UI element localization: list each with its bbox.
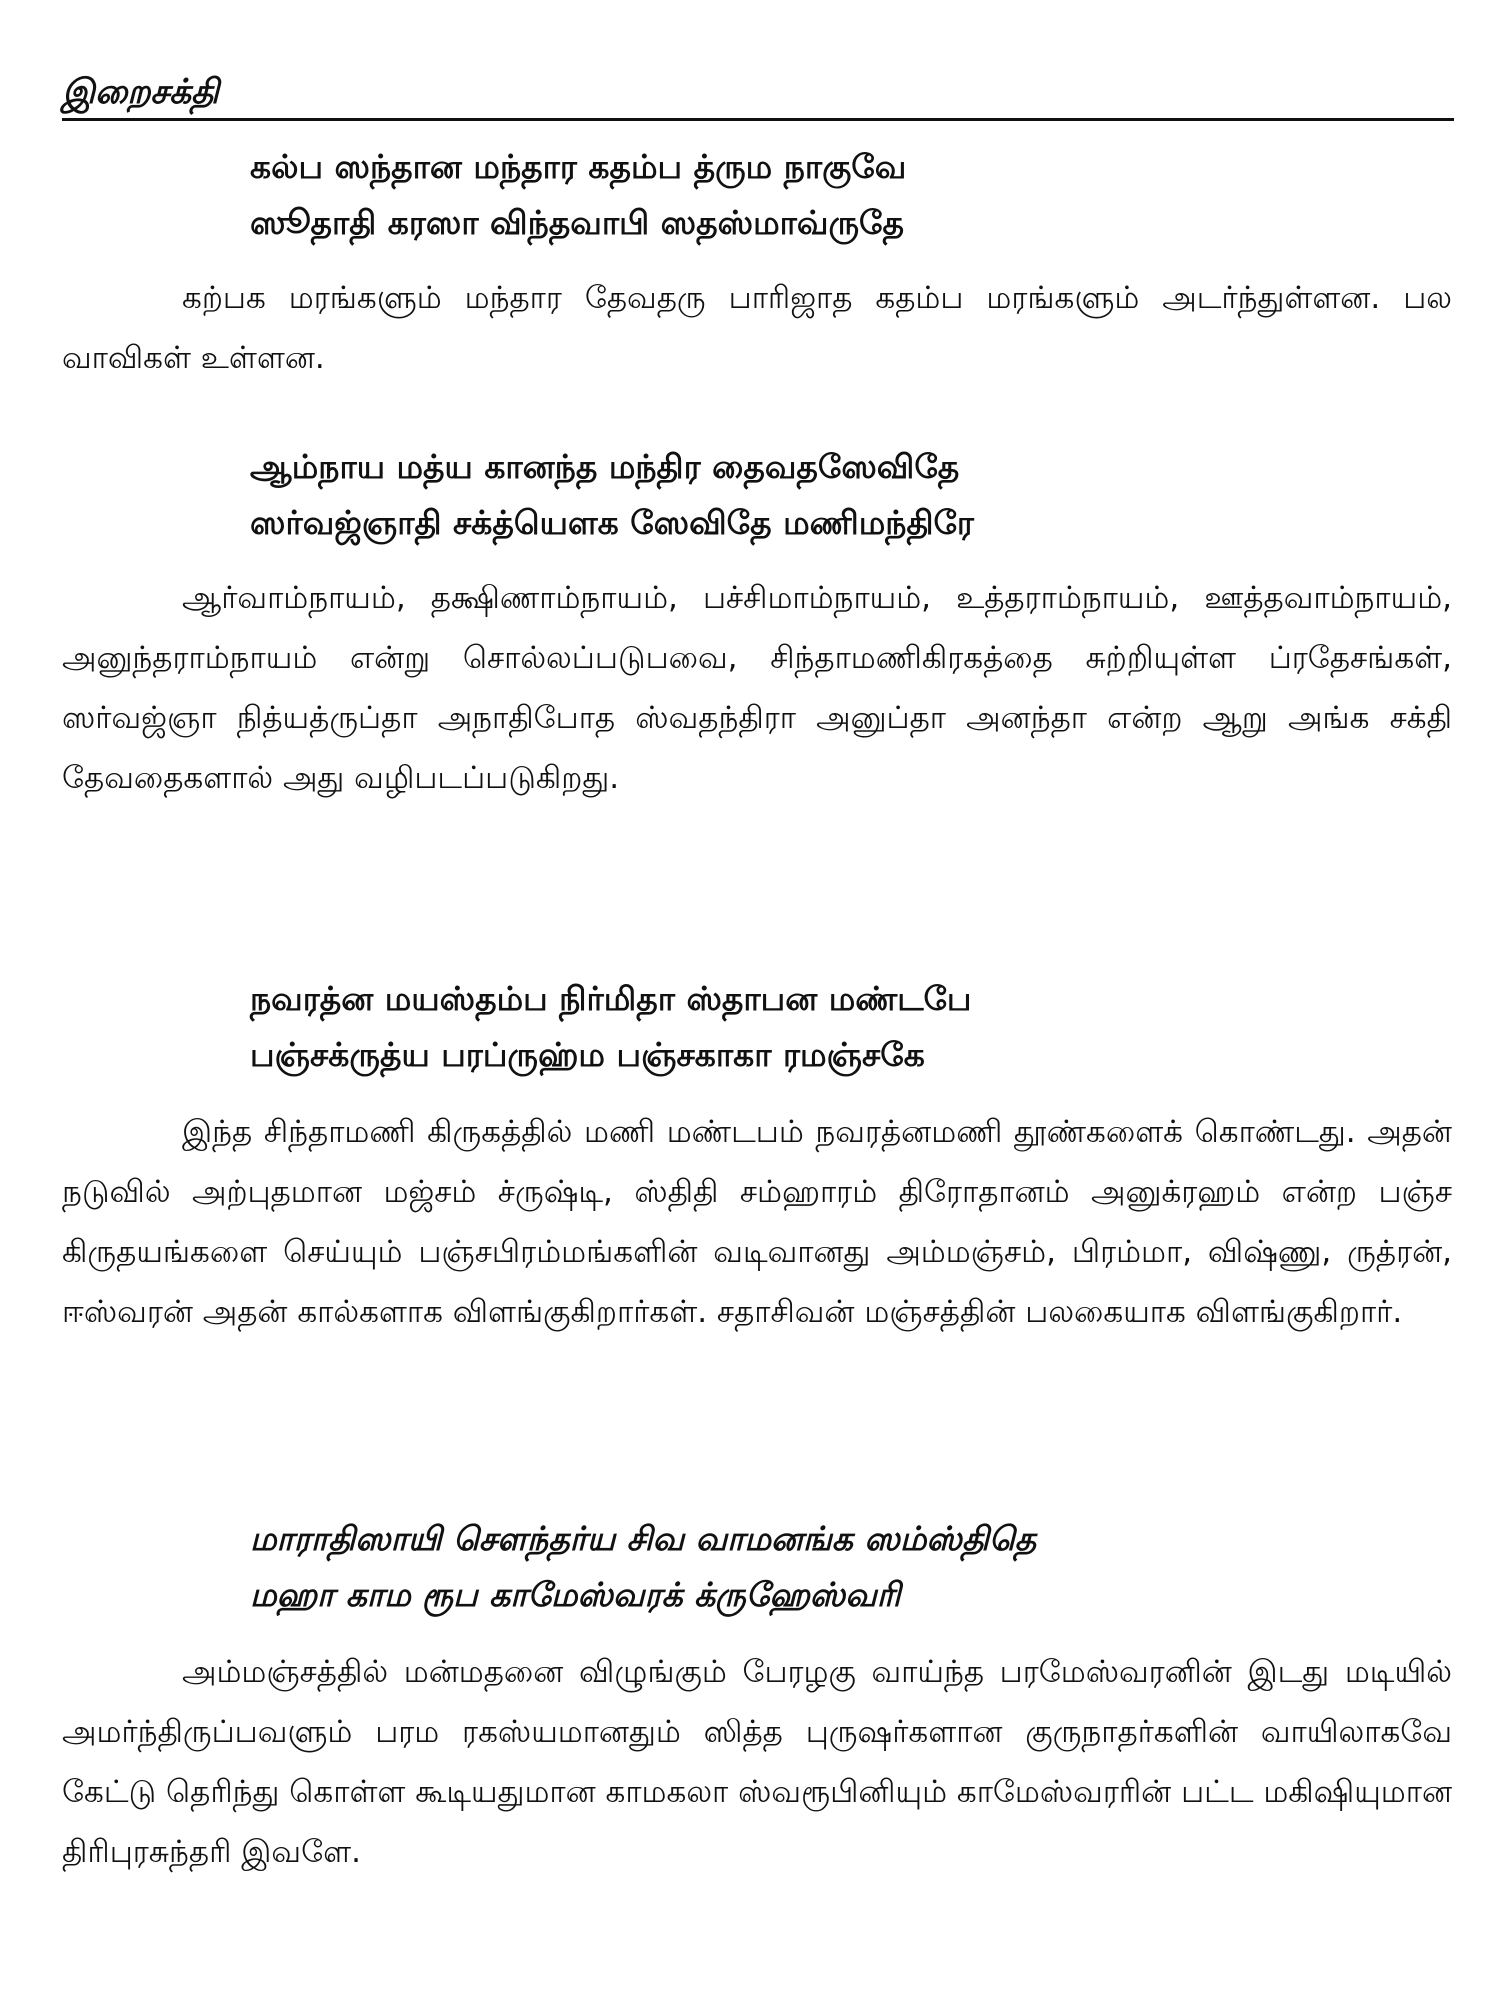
- prose-paragraph: கற்பக மரங்களும் மந்தார தேவதரு பாரிஜாத கதம்ப மரங்களும் அடர்ந்துள்ளன. பல வாவிகள் உள்ளன.: [62, 280, 1452, 376]
- verse-line: மஹா காம ரூப காமேஸ்வரக் க்ருஹேஸ்வரி: [250, 1574, 901, 1614]
- verse-block: [250, 980, 1350, 1092]
- running-header: [62, 70, 1454, 121]
- running-header-title: இறைசக்தி: [62, 72, 219, 112]
- prose-paragraph: ஆர்வாம்நாயம், தக்ஷிணாம்நாயம், பச்சிமாம்நாயம், உத்தராம்நாயம், ஊத்தவாம்நாயம், அனுந்தராம்நாயம் என்று சொல்லப்படுபவை, சிந்தாமணிகிரகத்தை சுற்றியுள்ள ப்ரதேசங்கள், ஸர்வஜ்ஞா நித்யத்ருப்தா அநாதிபோத ஸ்வதந்திரா அனுப்தா அனந்தா என்ற ஆறு அங்க சக்தி தேவதைகளால் அது வழிபடப்படுகிறது.: [62, 580, 1452, 796]
- prose-paragraph: இந்த சிந்தாமணி கிருகத்தில் மணி மண்டபம் நவரத்னமணி தூண்களைக் கொண்டது. அதன் நடுவில் அற்புதமான மஜ்சம் ச்ருஷ்டி, ஸ்திதி சம்ஹாரம் திரோதானம் அனுக்ரஹம் என்ற பஞ்ச கிருதயங்களை செய்யும் பஞ்சபிரம்மங்களின் வடிவானது அம்மஞ்சம், பிரம்மா, விஷ்ணு, ருத்ரன், ஈஸ்வரன் அதன் கால்களாக விளங்குகிறார்கள். சதாசிவன் மஞ்சத்தின் பலகையாக விளங்குகிறார்.: [62, 1114, 1452, 1330]
- verse-line: நவரத்ன மயஸ்தம்ப நிர்மிதா ஸ்தாபன மண்டபே: [250, 979, 972, 1018]
- verse-line: ஸர்வஜ்ஞாதி சக்த்யௌக ஸேவிதே மணிமந்திரே: [250, 502, 974, 542]
- verse-line: மாராதிஸாயி சௌந்தர்ய சிவ வாமனங்க ஸம்ஸ்திதெ: [250, 1519, 1037, 1558]
- verse-line: ஸூதாதி கரஸா விந்தவாபி ஸதஸ்மாவ்ருதே: [250, 202, 904, 242]
- verse-line: கல்ப ஸந்தான மந்தார கதம்ப த்ரும நாகுவே: [250, 147, 907, 186]
- verse-line: ஆம்நாய மத்ய கானந்த மந்திர தைவதஸேவிதே: [250, 447, 960, 486]
- verse-block: [250, 1520, 1350, 1632]
- prose-paragraph: அம்மஞ்சத்தில் மன்மதனை விழுங்கும் பேரழகு வாய்ந்த பரமேஸ்வரனின் இடது மடியில் அமர்ந்திருப்பவளும் பரம ரகஸ்யமானதும் ஸித்த புருஷர்களான குருநாதர்களின் வாயிலாகவே கேட்டு தெரிந்து கொள்ள கூடியதுமான காமகலா ஸ்வரூபினியும் காமேஸ்வரரின் பட்ட மகிஷியுமான திரிபுரசுந்தரி இவளே.: [62, 1654, 1453, 1870]
- verse-block: [250, 148, 1350, 260]
- verse-line: பஞ்சக்ருத்ய பரப்ருஹ்ம பஞ்சகாகா ரமஞ்சகே: [250, 1034, 925, 1074]
- verse-block: [250, 448, 1350, 560]
